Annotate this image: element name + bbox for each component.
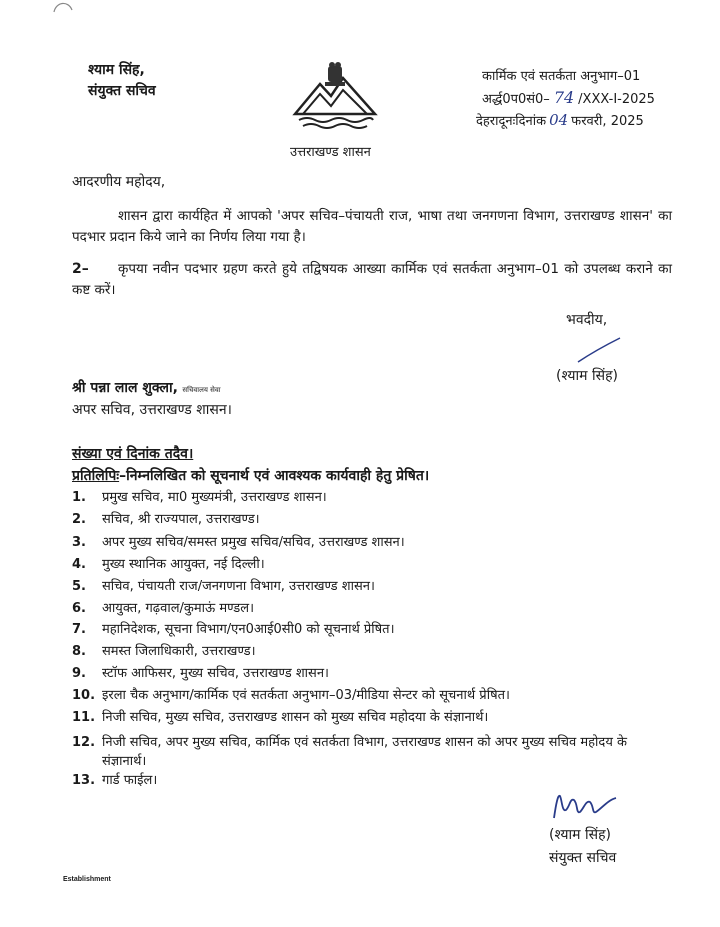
reference-date-handwritten: 04 <box>549 111 569 129</box>
paragraph-2 <box>72 259 672 301</box>
uttarakhand-emblem-icon <box>285 56 385 136</box>
list-item <box>72 488 672 507</box>
list-item-text: गार्ड फाईल। <box>102 773 158 788</box>
list-item-number: 1. <box>72 490 86 505</box>
list-item-number: 13. <box>72 773 96 788</box>
list-item <box>72 533 672 552</box>
list-item-number: 9. <box>72 666 86 681</box>
addressee-name: श्री पन्ना लाल शुक्ला, <box>72 380 178 396</box>
list-item <box>72 642 672 661</box>
list-item-number: 4. <box>72 557 86 572</box>
list-item <box>72 510 672 529</box>
list-item-number: 12. <box>72 735 96 750</box>
reference-date-suffix: फरवरी, 2025 <box>571 114 644 129</box>
paragraph-2-number: 2– <box>72 261 89 277</box>
list-item-text: प्रमुख सचिव, मा0 मुख्यमंत्री, उत्तराखण्ड शासन। <box>102 490 327 505</box>
footer-designation: संयुक्त सचिव <box>549 850 617 866</box>
closing-yours: भवदीय, <box>566 312 608 328</box>
list-item-number: 5. <box>72 579 86 594</box>
reference-number-handwritten: 74 <box>553 88 575 107</box>
copy-label: प्रतिलिपिः <box>72 468 120 484</box>
handwritten-signature-icon <box>548 790 620 822</box>
reference-number <box>482 88 655 110</box>
emblem <box>285 56 385 136</box>
copy-heading: संख्या एवं दिनांक तदैव। <box>72 446 194 462</box>
footer-note: Establishment <box>63 876 111 883</box>
copy-intro-line <box>72 466 429 486</box>
sender-designation: संयुक्त सचिव <box>88 83 156 99</box>
reference-number-prefix: अर्द्ध0प0सं0– <box>482 92 550 107</box>
list-item <box>72 599 672 618</box>
list-item <box>72 577 672 596</box>
list-item-number: 11. <box>72 710 96 725</box>
list-item-number: 8. <box>72 644 86 659</box>
reference-number-suffix: /XXX-I-2025 <box>578 92 655 107</box>
list-item-number: 2. <box>72 512 86 527</box>
list-item-text: सचिव, पंचायती राज/जनगणना विभाग, उत्तराखण्ड शासन। <box>102 579 375 594</box>
footer-signatory: (श्याम सिंह) <box>549 827 611 843</box>
list-item-text: निजी सचिव, अपर मुख्य सचिव, कार्मिक एवं सतर्कता विभाग, उत्तराखण्ड शासन को अपर मुख्य सचिव महोदय के संज्ञानार्थ। <box>102 735 627 769</box>
list-item-text: इरला चैक अनुभाग/कार्मिक एवं सतर्कता अनुभाग–03/मीडिया सेन्टर को सूचनार्थ प्रेषित। <box>102 688 510 703</box>
addressee-service: सचिवालय सेवा <box>182 386 221 394</box>
list-item <box>72 771 672 790</box>
paragraph-1 <box>72 206 672 248</box>
list-item-text: सचिव, श्री राज्यपाल, उत्तराखण्ड। <box>102 512 260 527</box>
emblem-caption: उत्तराखण्ड शासन <box>290 145 371 160</box>
list-item <box>72 664 672 683</box>
closing-signatory: (श्याम सिंह) <box>556 368 618 384</box>
list-item-text: स्टॉफ आफिसर, मुख्य सचिव, उत्तराखण्ड शासन। <box>102 666 329 681</box>
list-item-text: आयुक्त, गढ़वाल/कुमाऊं मण्डल। <box>102 601 255 616</box>
list-item <box>72 733 672 771</box>
addressee-post: अपर सचिव, उत्तराखण्ड शासन। <box>72 402 232 418</box>
list-item-text: महानिदेशक, सूचना विभाग/एन0आई0सी0 को सूचनार्थ प्रेषित। <box>102 622 395 637</box>
reference-date <box>476 110 644 132</box>
list-item-number: 6. <box>72 601 86 616</box>
addressee-line <box>72 378 221 400</box>
reference-section: कार्मिक एवं सतर्कता अनुभाग–01 <box>482 69 641 84</box>
copy-intro: –निम्नलिखित को सूचनार्थ एवं आवश्यक कार्यवाही हेतु प्रेषित। <box>119 468 430 484</box>
signature-stroke-icon <box>576 336 624 366</box>
list-item-number: 7. <box>72 622 86 637</box>
paragraph-1-text: शासन द्वारा कार्यहित में आपको 'अपर सचिव–पंचायती राज, भाषा तथा जनगणना विभाग, उत्तराखण्ड शासन' का पदभार प्रदान किये जाने का निर्णय लिया गया है। <box>72 208 672 245</box>
list-item <box>72 555 672 574</box>
list-item <box>72 620 672 639</box>
list-item <box>72 686 672 705</box>
list-item <box>72 708 672 727</box>
list-item-text: निजी सचिव, मुख्य सचिव, उत्तराखण्ड शासन को मुख्य सचिव महोदया के संज्ञानार्थ। <box>102 710 489 725</box>
reference-date-prefix: देहरादूनःदिनांक <box>476 114 547 129</box>
list-item-text: समस्त जिलाधिकारी, उत्तराखण्ड। <box>102 644 256 659</box>
list-item-text: अपर मुख्य सचिव/समस्त प्रमुख सचिव/सचिव, उत्तराखण्ड शासन। <box>102 535 405 550</box>
sender-name: श्याम सिंह, <box>88 62 145 78</box>
salutation: आदरणीय महोदय, <box>72 174 166 190</box>
list-item-number: 10. <box>72 688 96 703</box>
paragraph-2-text: कृपया नवीन पदभार ग्रहण करते हुये तद्विषयक आख्या कार्मिक एवं सतर्कता अनुभाग–01 को उपलब्ध कराने का कष्ट करें। <box>72 261 672 298</box>
list-item-number: 3. <box>72 535 86 550</box>
punch-hole-mark <box>52 0 74 14</box>
list-item-text: मुख्य स्थानिक आयुक्त, नई दिल्ली। <box>102 557 265 572</box>
